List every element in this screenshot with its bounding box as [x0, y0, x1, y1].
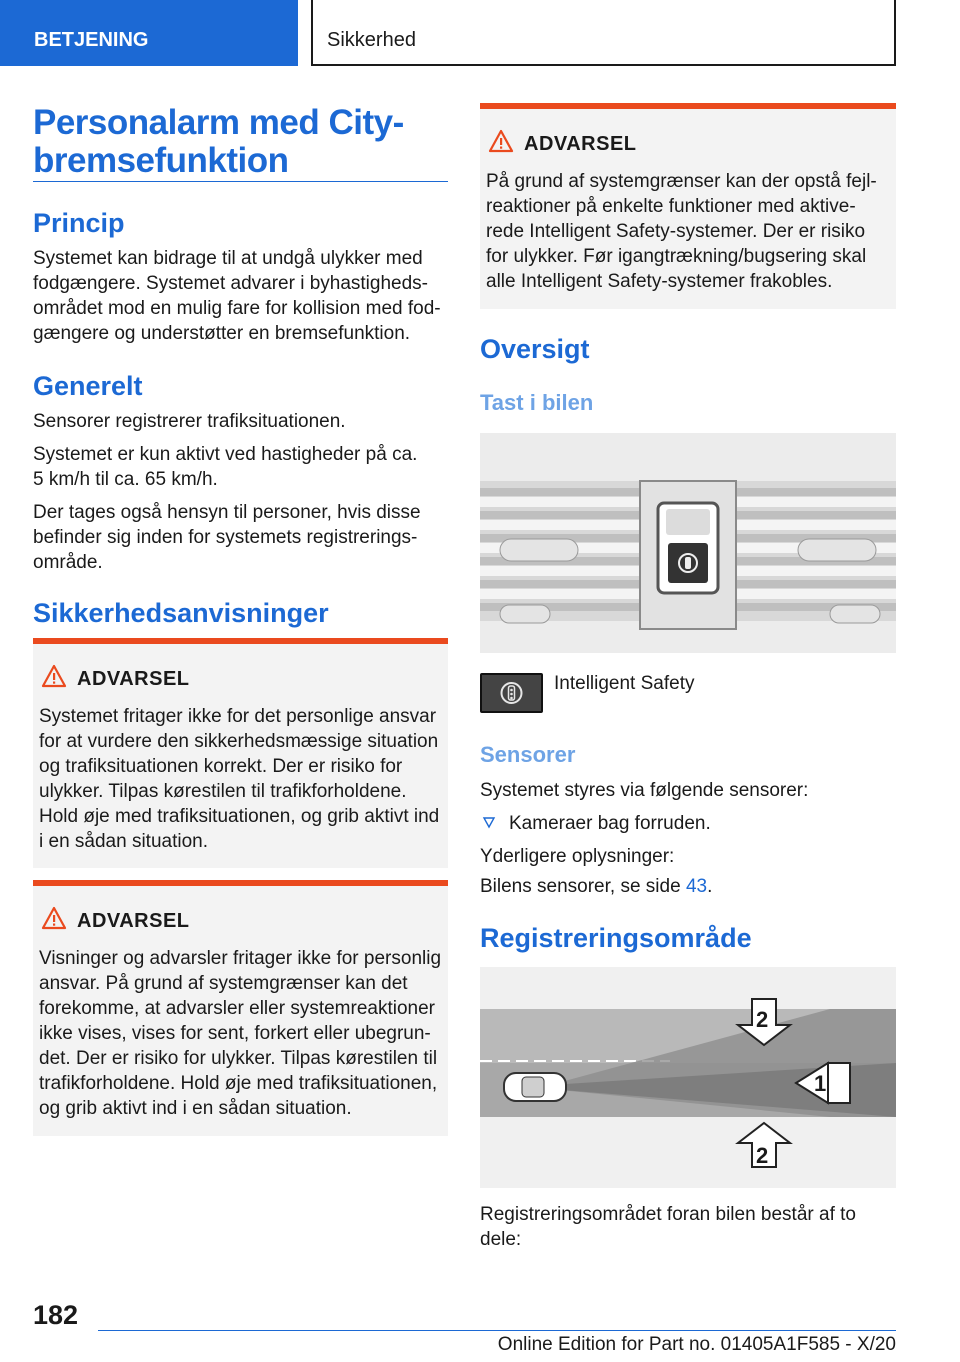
- principle-line: gængere og understøtter en bremsefunktion.: [33, 323, 411, 344]
- range-text: [480, 1202, 896, 1252]
- warning-triangle-icon: [41, 906, 67, 930]
- sensors-heading: Sensorer: [480, 742, 576, 767]
- detection-range-diagram: [480, 967, 896, 1188]
- general-p2: [33, 442, 448, 492]
- warning-line: alle Intelligent Safety-systemer frakobles.: [486, 271, 833, 292]
- warning-line: det. Der er risiko for ulykker. Tilpas kørestilen til: [39, 1048, 438, 1069]
- sensors-p3: [480, 874, 712, 899]
- range-diagram: [480, 967, 896, 1188]
- general-p3-line: befinder sig inden for systemets registrerings-: [33, 527, 418, 548]
- warning-line: ikke vises, vises for sent, forkert eller ubegrun-: [39, 1023, 431, 1044]
- warning-body: [486, 169, 892, 294]
- page-title: [33, 104, 448, 180]
- general-p1: Sensorer registrerer trafiksituationen.: [33, 411, 346, 432]
- footer-rule: [98, 1330, 896, 1331]
- principle-heading: Princip: [33, 208, 125, 238]
- warning-title: ADVARSEL: [524, 133, 637, 155]
- warning-triangle-icon: [41, 664, 67, 688]
- range-line: Registreringsområdet foran bilen består af to: [480, 1204, 856, 1225]
- general-p3-line: Der tages også hensyn til personer, hvis disse: [33, 502, 421, 523]
- diagram-label-2-bottom: 2: [756, 1143, 769, 1168]
- safety-heading: Sikkerhedsanvisninger: [33, 598, 329, 628]
- sensors-bullet: Kameraer bag forruden.: [509, 813, 711, 834]
- principle-line: Systemet kan bidrage til at undgå ulykker med: [33, 248, 423, 269]
- warning-line: for ulykker. Før igangtrækning/bugsering skal: [486, 246, 867, 267]
- page-title-line-1: Personalarm med City-: [33, 103, 404, 142]
- warning-line: reaktioner på enkelte funktioner med aktive-: [486, 196, 856, 217]
- diagram-label-1: 1: [814, 1071, 827, 1096]
- overview-heading: Oversigt: [480, 334, 590, 364]
- car-button-image: [480, 433, 896, 653]
- footer-edition: Online Edition for Part no. 01405A1F585 - X/20: [497, 1334, 896, 1355]
- range-heading: Registreringsområde: [480, 923, 752, 953]
- sensors-p3-text: Bilens sensorer, se side: [480, 876, 686, 897]
- general-p3: [33, 500, 448, 575]
- general-heading: Generelt: [33, 371, 143, 401]
- warning-line: rede Intelligent Safety-systemer. Der er risiko: [486, 221, 866, 242]
- warning-line: Systemet fritager ikke for det personlige ansvar: [39, 706, 437, 727]
- chapter-tab[interactable]: Sikkerhed: [311, 0, 896, 66]
- page-title-line-2: bremsefunktion: [33, 141, 289, 180]
- page-link[interactable]: 43: [685, 876, 708, 897]
- general-p3-line: område.: [33, 552, 103, 573]
- warning-line: for at vurdere den sikkerhedsmæssige situation: [39, 731, 439, 752]
- warning-line: i en sådan situation.: [39, 831, 209, 852]
- overview-subheading: Tast i bilen: [480, 390, 594, 415]
- warning-line: ulykker. Tilpas kørestilen til trafikforholdene.: [39, 781, 407, 802]
- intelligent-safety-label: Intelligent Safety: [554, 673, 695, 694]
- diagram-label-2-top: 2: [756, 1007, 769, 1032]
- warning-line: trafikforholdene. Hold øje med trafiksituationen,: [39, 1073, 438, 1094]
- warning-box-1: [33, 638, 448, 868]
- warning-line: Hold øje med trafiksituationen, og grib aktivt ind: [39, 806, 440, 827]
- general-p2-line: 5 km/h til ca. 65 km/h.: [33, 469, 218, 490]
- intelligent-safety-button-icon: [480, 673, 543, 713]
- intelligent-safety-icon: [482, 675, 541, 711]
- warning-body: [39, 704, 444, 854]
- warning-line: og grib aktivt ind i en sådan situation.: [39, 1098, 352, 1119]
- range-line: dele:: [480, 1229, 522, 1250]
- section-tab[interactable]: BETJENING: [0, 0, 298, 66]
- warning-body: [39, 946, 444, 1121]
- warning-line: forekomme, at advarsler eller systemreaktioner: [39, 998, 435, 1019]
- general-p2-line: Systemet er kun aktivt ved hastigheder på ca.: [33, 444, 418, 465]
- principle-text: [33, 246, 448, 346]
- sensors-p1: Systemet styres via følgende sensorer:: [480, 780, 809, 801]
- warning-line: og trafiksituationen korrekt. Der er risiko for: [39, 756, 403, 777]
- page-number: 182: [33, 1300, 79, 1330]
- warning-box-3: [480, 103, 896, 309]
- warning-line: På grund af systemgrænser kan der opstå fejl-: [486, 171, 877, 192]
- warning-triangle-icon: [488, 129, 514, 153]
- warning-line: ansvar. På grund af systemgrænser kan det: [39, 973, 408, 994]
- air-vent-illustration: [480, 433, 896, 653]
- warning-box-2: [33, 880, 448, 1136]
- sensors-p2: Yderligere oplysninger:: [480, 846, 675, 867]
- sensors-p3-suffix: .: [707, 876, 713, 897]
- warning-title: ADVARSEL: [77, 668, 190, 690]
- title-rule: [33, 181, 448, 182]
- warning-line: Visninger og advarsler fritager ikke for personlig: [39, 948, 442, 969]
- principle-line: området mod en mulig fare for kollision med fod-: [33, 298, 441, 319]
- bullet-triangle-icon: [482, 816, 496, 835]
- principle-line: fodgængere. Systemet advarer i byhastigheds-: [33, 273, 428, 294]
- warning-title: ADVARSEL: [77, 910, 190, 932]
